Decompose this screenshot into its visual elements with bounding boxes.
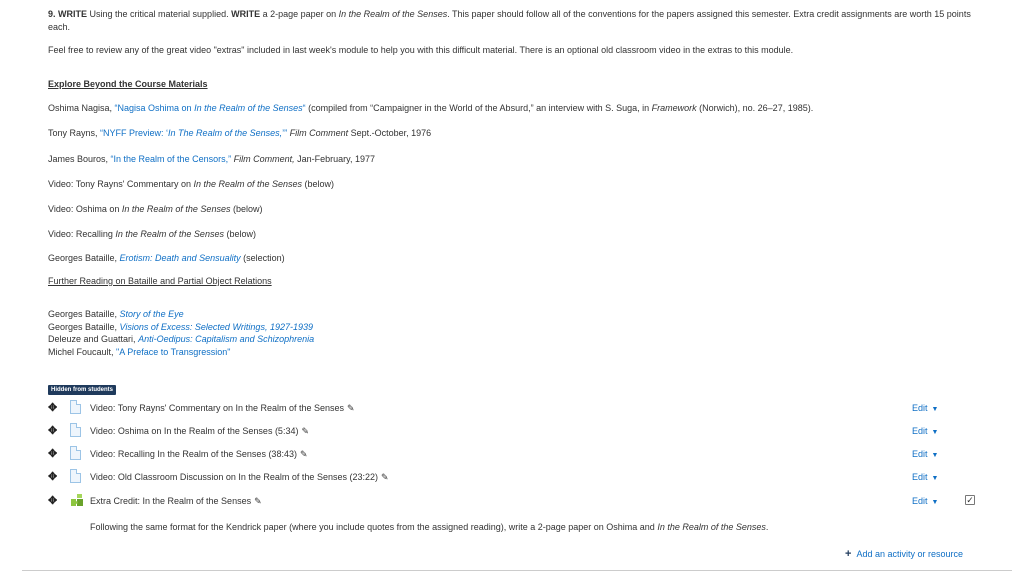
- edit-menu-button[interactable]: Edit ▼: [912, 472, 939, 482]
- story-of-the-eye-link[interactable]: Story of the Eye: [119, 309, 184, 319]
- caret-down-icon: ▼: [931, 475, 939, 482]
- completion-checkbox[interactable]: ✓: [966, 495, 974, 505]
- list-item: Deleuze and Guattari, Anti-Oedipus: Capitalism and Schizophrenia: [48, 334, 315, 344]
- intro-text-1: Using the critical material supplied.: [87, 9, 232, 19]
- edit-menu-button[interactable]: Edit ▼: [912, 449, 939, 459]
- caret-down-icon: ▼: [931, 499, 939, 506]
- activity-row: [48, 423, 978, 439]
- file-icon: [70, 423, 81, 437]
- move-icon[interactable]: ✥: [48, 495, 58, 507]
- film-title: In the Realm of the Senses: [338, 9, 448, 19]
- pencil-icon[interactable]: ✎: [254, 496, 262, 506]
- visions-of-excess-link[interactable]: Visions of Excess: Selected Writings, 1927-1939: [119, 321, 313, 332]
- ref-rayns-link[interactable]: “NYFF Preview: ‘In The Realm of the Senses,’”: [100, 128, 288, 138]
- ref-video-recalling: Video: Recalling In the Realm of the Senses (below): [48, 229, 256, 239]
- pencil-icon[interactable]: ✎: [347, 403, 355, 413]
- activity-link[interactable]: Video: Oshima on In the Realm of the Senses (5:34) ✎: [90, 426, 309, 436]
- edit-menu-button[interactable]: Edit ▼: [912, 403, 939, 413]
- list-item: Georges Bataille, Visions of Excess: Selected Writings, 1927-1939: [48, 321, 313, 332]
- pencil-icon[interactable]: ✎: [301, 426, 309, 436]
- ref-video-rayns: Video: Tony Rayns' Commentary on In the Realm of the Senses (below): [48, 179, 335, 189]
- ref-oshima: Oshima Nagisa, “Nagisa Oshima on In the Realm of the Senses“ (compiled from “Campaigner in the World of the Absurd,” an interview with S. Suga, in Framework (Norwich), no. 26–27, 1985).: [48, 103, 814, 113]
- ref-bataille-erotism: Georges Bataille, Erotism: Death and Sensuality (selection): [48, 253, 285, 263]
- activity-row: [48, 493, 978, 509]
- intro-text-2: a 2-page paper on: [260, 9, 339, 19]
- file-icon: [70, 446, 81, 460]
- move-icon[interactable]: ✥: [48, 425, 58, 437]
- intro-text-3: . This paper should follow all of the conventions for the papers assigned this semester. Extra credit assignments are worth 15 points each.: [48, 9, 971, 32]
- assignment-puzzle-icon: [70, 493, 84, 507]
- ref-bouros: James Bouros, “In the Realm of the Censors,” Film Comment, Jan-February, 1977: [48, 154, 375, 164]
- plus-icon: +: [845, 548, 852, 560]
- further-reading-heading: Further Reading on Bataille and Partial Object Relations: [48, 276, 272, 286]
- item-number: 9.: [48, 9, 59, 19]
- ref-video-oshima: Video: Oshima on In the Realm of the Senses (below): [48, 204, 263, 214]
- caret-down-icon: ▼: [931, 452, 939, 459]
- edit-menu-button[interactable]: Edit ▼: [912, 426, 939, 436]
- file-icon: [70, 469, 81, 483]
- activity-row: [48, 446, 978, 462]
- file-icon: [70, 400, 81, 414]
- list-item: Georges Bataille, Story of the Eye: [48, 309, 184, 319]
- activity-link[interactable]: Extra Credit: In the Realm of the Senses ✎: [90, 496, 262, 506]
- activity-link[interactable]: Video: Recalling In the Realm of the Senses (38:43) ✎: [90, 449, 308, 459]
- activity-row: [48, 400, 978, 416]
- assignment-intro: [48, 8, 988, 34]
- move-icon[interactable]: ✥: [48, 448, 58, 460]
- write-emphasis: WRITE: [58, 9, 88, 19]
- write-emphasis-2: WRITE: [231, 9, 261, 19]
- activity-row: [48, 469, 978, 485]
- activity-link[interactable]: Video: Tony Rayns' Commentary on In the Realm of the Senses ✎: [90, 403, 355, 413]
- ref-bouros-link[interactable]: “In the Realm of the Censors,”: [110, 154, 232, 164]
- extras-note: Feel free to review any of the great video "extras" included in last week's module to help you with this difficult material. There is an optional old classroom video in the extras to this module.: [48, 45, 794, 55]
- preface-to-transgression-link[interactable]: "A Preface to Transgression": [116, 346, 231, 357]
- pencil-icon[interactable]: ✎: [380, 472, 389, 482]
- extra-credit-description: Following the same format for the Kendrick paper (where you include quotes from the assigned reading), write a 2-page paper on Oshima and In the Realm of the Senses.: [90, 522, 769, 532]
- pencil-icon[interactable]: ✎: [299, 449, 308, 459]
- add-activity-button[interactable]: + Add an activity or resource: [845, 548, 963, 560]
- explore-heading: Explore Beyond the Course Materials: [48, 79, 208, 89]
- activity-link[interactable]: Video: Old Classroom Discussion on In the Realm of the Senses (23:22) ✎: [90, 472, 389, 482]
- move-icon[interactable]: ✥: [48, 471, 58, 483]
- edit-menu-button[interactable]: Edit ▼: [912, 496, 939, 506]
- further-reading-list: [48, 308, 314, 358]
- ref-oshima-link[interactable]: “Nagisa Oshima on In the Realm of the Senses“: [114, 103, 306, 113]
- section-divider: [22, 570, 1012, 571]
- caret-down-icon: ▼: [931, 406, 939, 413]
- hidden-badge: Hidden from students: [48, 385, 116, 395]
- ref-rayns: Tony Rayns, “NYFF Preview: ‘In The Realm of the Senses,’” Film Comment Sept.-October, 1976: [48, 128, 432, 138]
- anti-oedipus-link[interactable]: Anti-Oedipus: Capitalism and Schizophrenia: [138, 334, 315, 344]
- caret-down-icon: ▼: [931, 429, 939, 436]
- list-item: Michel Foucault, "A Preface to Transgression": [48, 346, 231, 357]
- ref-erotism-link[interactable]: Erotism: Death and Sensuality: [119, 253, 241, 263]
- move-icon[interactable]: ✥: [48, 402, 58, 414]
